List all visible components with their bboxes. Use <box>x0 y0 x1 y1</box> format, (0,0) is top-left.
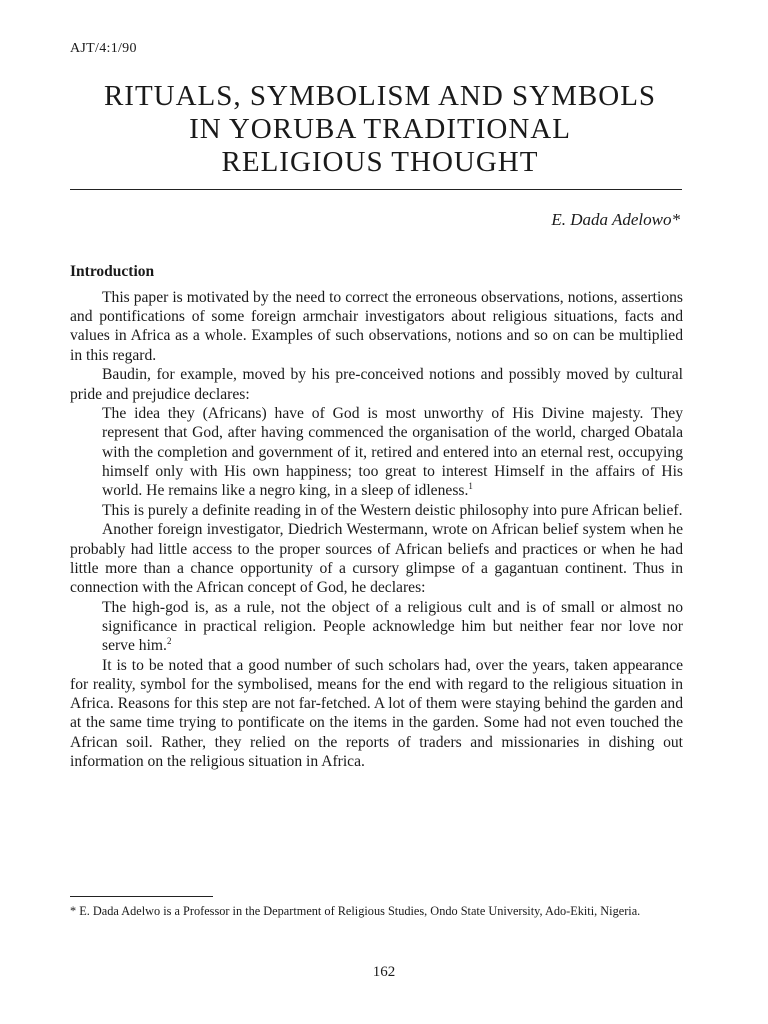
title-line-1: RITUALS, SYMBOLISM AND SYMBOLS <box>103 80 657 112</box>
title-divider <box>70 189 682 190</box>
block-quote <box>102 598 683 656</box>
footnote-ref: 1 <box>468 480 473 491</box>
paragraph: This paper is motivated by the need to correct the erroneous observations, notions, assertions and pontifications of some foreign armchair investigators about religious situations, facts and values in Africa as a whole. Examples of such observations, notions and so on can be multiplied in this regard. <box>70 289 683 364</box>
section-heading: Introduction <box>70 263 155 280</box>
paragraph: It is to be noted that a good number of such scholars had, over the years, taken appearance for reality, symbol for the symbolised, means for the end with regard to the religious situation in Africa. Reasons for this step are not far-fetched. A lot of them were staying behind the garden and at the same time trying to pontificate on the items in the garden. Some had not even touched the African soil. Rather, they relied on the reports of traders and missionaries in dishing out information on the religious situation in Africa. <box>70 656 683 770</box>
paragraph: This is purely a definite reading in of the Western deistic philosophy into pure African belief. <box>102 501 683 519</box>
author-name: E. Dada Adelowo* <box>551 210 680 229</box>
article-title <box>60 80 700 179</box>
body-text <box>70 288 683 772</box>
footnote-divider <box>70 896 213 897</box>
quote-text: The idea they (Africans) have of God is most unworthy of His Divine majesty. They represent that God, after having commenced the organisation of the world, charged Obatala with the completion and government of it, retired and entered into an eternal rest, occupying himself only with His own happiness; too great to interest Himself in the affairs of His world. He remains like a negro king, in a sleep of idleness. <box>102 405 683 500</box>
title-line-3: RELIGIOUS THOUGHT <box>221 146 539 178</box>
author-footnote: * E. Dada Adelwo is a Professor in the Department of Religious Studies, Ondo State University, Ado-Ekiti, Nigeria. <box>70 904 641 918</box>
block-quote <box>102 404 683 500</box>
paragraph: Another foreign investigator, Diedrich Westermann, wrote on African belief system when he probably had little access to the proper sources of African beliefs and practices or when he had little more than a chance opportunity of a cursory glimpse of a gagantuan continent. Thus in connection with the African concept of God, he declares: <box>70 521 683 597</box>
journal-reference: AJT/4:1/90 <box>70 41 137 56</box>
page-number: 162 <box>372 964 396 980</box>
title-line-2: IN YORUBA TRADITIONAL <box>189 113 571 145</box>
footnote-ref: 2 <box>166 635 172 646</box>
quote-text: The high-god is, as a rule, not the object of a religious cult and is of small or almost no significance in practical religion. People acknowledge him but neither fear nor love nor serve him. <box>102 598 683 655</box>
paragraph: Baudin, for example, moved by his pre-conceived notions and possibly moved by cultural pride and prejudice declares: <box>70 366 683 403</box>
